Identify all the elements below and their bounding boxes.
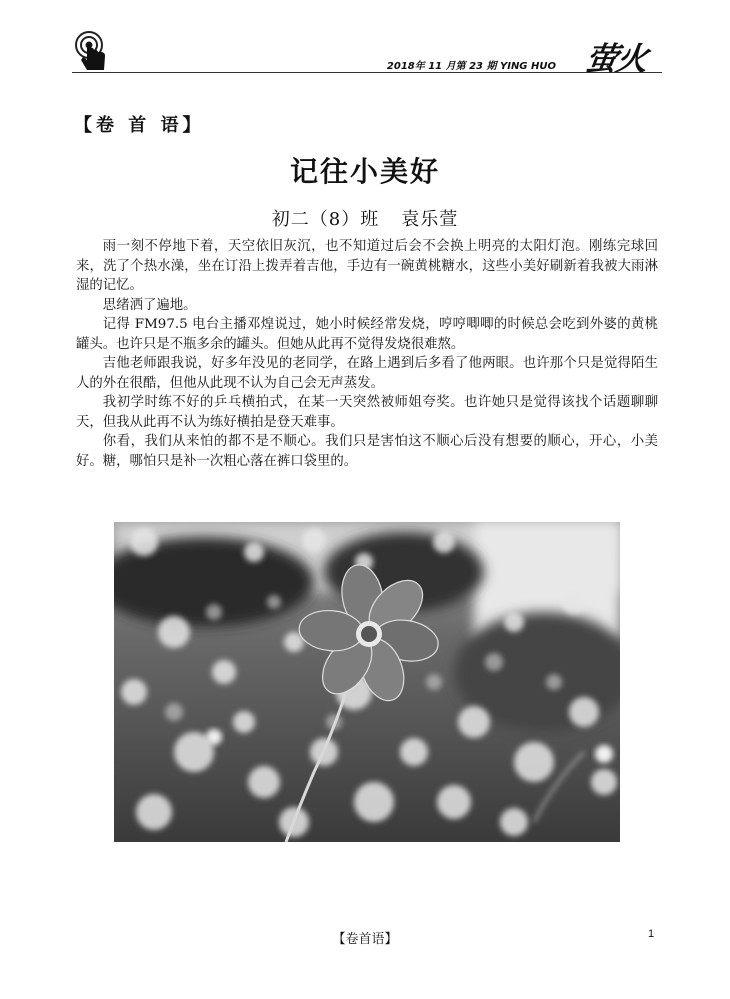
byline-class: 初二（8）班 — [271, 209, 380, 230]
page-number: 1 — [648, 928, 655, 940]
byline — [0, 205, 730, 231]
paragraph: 思绪洒了遍地。 — [102, 297, 197, 313]
footer-label: 【卷首语】 — [332, 932, 398, 947]
article-body — [76, 237, 658, 471]
brand-logo: 萤火 — [583, 40, 649, 78]
byline-author: 袁乐萱 — [401, 209, 459, 230]
paragraph: 我初学时练不好的乒乓横拍式，在某一天突然被师姐夸奖。也许她只是觉得该找个话题聊聊天，但我从此再不认为练好横拍是登天难事。 — [76, 395, 658, 430]
cosmos-flower-photo — [114, 522, 620, 842]
article-title: 记往小美好 — [289, 155, 440, 188]
issue-line: 2018年 11 月第 23 期 YING HUO — [386, 61, 556, 72]
paragraph: 吉他老师跟我说，好多年没见的老同学，在路上遇到后多看了他两眼。也许那个只是觉得陌生人的外在很酷，但他从此现不认为自己会无声蒸发。 — [76, 356, 658, 391]
section-label: 【卷 首 语】 — [74, 115, 205, 136]
paragraph: 雨一刻不停地下着，天空依旧灰沉，也不知道过后会不会换上明亮的太阳灯泡。刚练完球回来，洗了个热水澡，坐在订沿上拨弄着吉他，手边有一碗黄桃糖水，这些小美好刷新着我被大雨淋湿的记忆。 — [76, 239, 658, 293]
paragraph: 记得 FM97.5 电台主播邓煌说过，她小时候经常发烧，哼哼唧唧的时候总会吃到外婆的黄桃罐头。也许只是不瓶多余的罐头。但她从此再不觉得发烧很难熬。 — [76, 317, 658, 352]
touch-hand-icon — [74, 30, 110, 74]
header-divider — [72, 72, 662, 73]
paragraph: 你看，我们从来怕的都不是不顺心。我们只是害怕这不顺心后没有想要的顺心，开心，小美好。糖，哪怕只是补一次粗心落在裤口袋里的。 — [76, 434, 658, 469]
